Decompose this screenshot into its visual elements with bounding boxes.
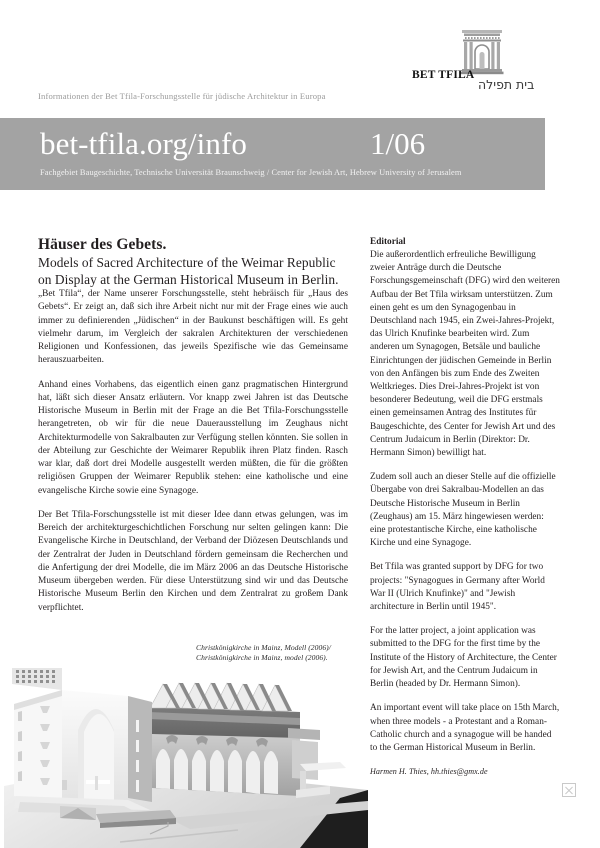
church-model-photograph bbox=[0, 668, 368, 848]
article-subhead-line2: on Display at the German Historical Museum in Berlin. bbox=[38, 271, 339, 287]
bet-tfila-logo bbox=[412, 28, 562, 102]
editorial-signature: Harmen H. Thies, hh.thies@gmx.de bbox=[370, 767, 488, 777]
editorial-paragraph: Zudem soll auch an dieser Stelle auf die offizielle Übergabe von drei Sakralbau-Modellen an das Deutsche Historische Museum in Berlin (Zeughaus) am 15. März hingewiesen werden: eine protestantische Kirche, eine katholische Kirche und eine Synagoge. bbox=[370, 472, 556, 549]
editorial-paragraph: Die außerordentlich erfreuliche Bewilligung zweier Anträge durch die Deutsche Forschungsgemeinschaft (DFG) wird den weiteren Aufbau der Bet Tfila wirksam unterstützen. Zum einen geht es um den Synagogenbau in Deutschland nach 1945, ein Zwei-Jahres-Projekt, das Ulrich Knufinke bearbeiten wird. Zum anderen um Synagogen, Betsäle und bauliche Einrichtungen der jüdischen Gemeinde in Berlin von den Anfängen bis zum Ende des Zweiten Weltkrieges. Dies Drei-Jahres-Projekt ist von besonderer Bedeutung, weil die DFG erstmals einen gemeinsamen Antrag des Institutes für Baugeschichte, des Center for Jewish Art und des Centrum Judaicum in Berlin (Direktor: Dr. Hermann Simon) bewilligt hat. bbox=[370, 250, 560, 459]
logo-hebrew-text: בית תפילה bbox=[478, 77, 535, 92]
editorial-column bbox=[370, 236, 560, 778]
site-title: bet-tfila.org/info bbox=[40, 126, 247, 161]
photo-caption bbox=[196, 643, 366, 664]
broken-image-placeholder-icon bbox=[562, 783, 576, 797]
banner-subtitle: Fachgebiet Baugeschichte, Technische Universität Braunschweig / Center for Jewish Art, Hebrew University of Jerusalem bbox=[40, 168, 462, 177]
editorial-paragraph: An important event will take place on 15th March, when three models - a Protestant and a Roman-Catholic church and a synagogue will be handed to the German Historical Museum in Berlin. bbox=[370, 703, 560, 753]
editorial-paragraph: Bet Tfila was granted support by DFG for two projects: "Synagogues in Germany after World War II (Ulrich Knufinke)" and "Jewish architecture in Berlin until 1945". bbox=[370, 562, 545, 613]
article-headline: Häuser des Gebets. bbox=[38, 236, 167, 253]
photo-caption-line1: Christkönigkirche in Mainz, Modell (2006)/ bbox=[196, 643, 331, 652]
photo-caption-line2: Christkönigkirche in Mainz, model (2006). bbox=[196, 653, 328, 663]
main-article-column bbox=[38, 235, 348, 626]
article-paragraph: Anhand eines Vorhabens, das eigentlich einen ganz pragmatischen Hintergrund hat, läßt sich dieser Ansatz erläutern. Vor knapp zwei Jahren ist das Deutsche Historische Museum in Berlin mit der Frage an die Bet Tfila-Forschungsstelle herangetreten, ob wir für die neue Dauerausstellung im Zeughaus nicht Architekturmodelle von Sakralbauten zur Verfügung stellen könnten. Sie sollen in der Abteilung zur Geschichte der Weimarer Republik ihren Platz finden. Rasch war klar, daß dort drei Modelle ausgestellt werden müßten, die für die größten religiösen Gruppen der Weimarer Republik stehen: eine katholische und eine evangelische Kirche sowie eine Synagoge. bbox=[38, 379, 348, 496]
article-paragraph: „Bet Tfila“, der Name unserer Forschungsstelle, steht hebräisch für „Haus des Gebets“. Er zeigt an, daß sich ihre Arbeit nicht nur mit der Frage eines wie auch immer zu definierenden „Jüdischen“ in der Baukunst beschäftigen will. Es geht vielmehr darum, im Vergleich der sakralen Architekturen der verschiedenen Religionen und Konfessionen, das jeweils Spezifische wie das Gemeinsame herauszuarbeiten. bbox=[38, 289, 348, 366]
publication-info-line: Informationen der Bet Tfila-Forschungsstelle für jüdische Architektur in Europa bbox=[38, 91, 326, 101]
editorial-heading: Editorial bbox=[370, 237, 406, 247]
logo-wordmark: BET TFILA bbox=[412, 69, 475, 81]
article-subhead-line1: Models of Sacred Architecture of the Weimar Republic bbox=[38, 255, 336, 270]
issue-number: 1/06 bbox=[370, 126, 426, 161]
title-banner bbox=[0, 118, 545, 190]
masthead bbox=[0, 0, 600, 112]
article-paragraph: Der Bet Tfila-Forschungsstelle ist mit dieser Idee dann etwas gelungen, was im Bereich der architekturgeschichtlichen Forschung nur selten gelingen kann: Die Evangelische Kirche in Deutschland, der Verband der Diözesen Deutschlands und der Zentralrat der Juden in Deutschland fördern gemeinsam die Recherchen und die Anfertigung der drei Modelle, die im März 2006 an das Deutsche Historische Museum übergeben werden. Für diese Unterstützung sind wir und das Deutsche Historische Museum Berlin den Kirchen und dem Zentralrat zu großem Dank verpflichtet. bbox=[38, 509, 348, 613]
editorial-paragraph: For the latter project, a joint application was submitted to the DFG for the first time by the Institute of the History of Architecture, the Center for Jewish Art, and the Centrum Judaicum in Berlin (headed by Dr. Hermann Simon). bbox=[370, 626, 557, 690]
